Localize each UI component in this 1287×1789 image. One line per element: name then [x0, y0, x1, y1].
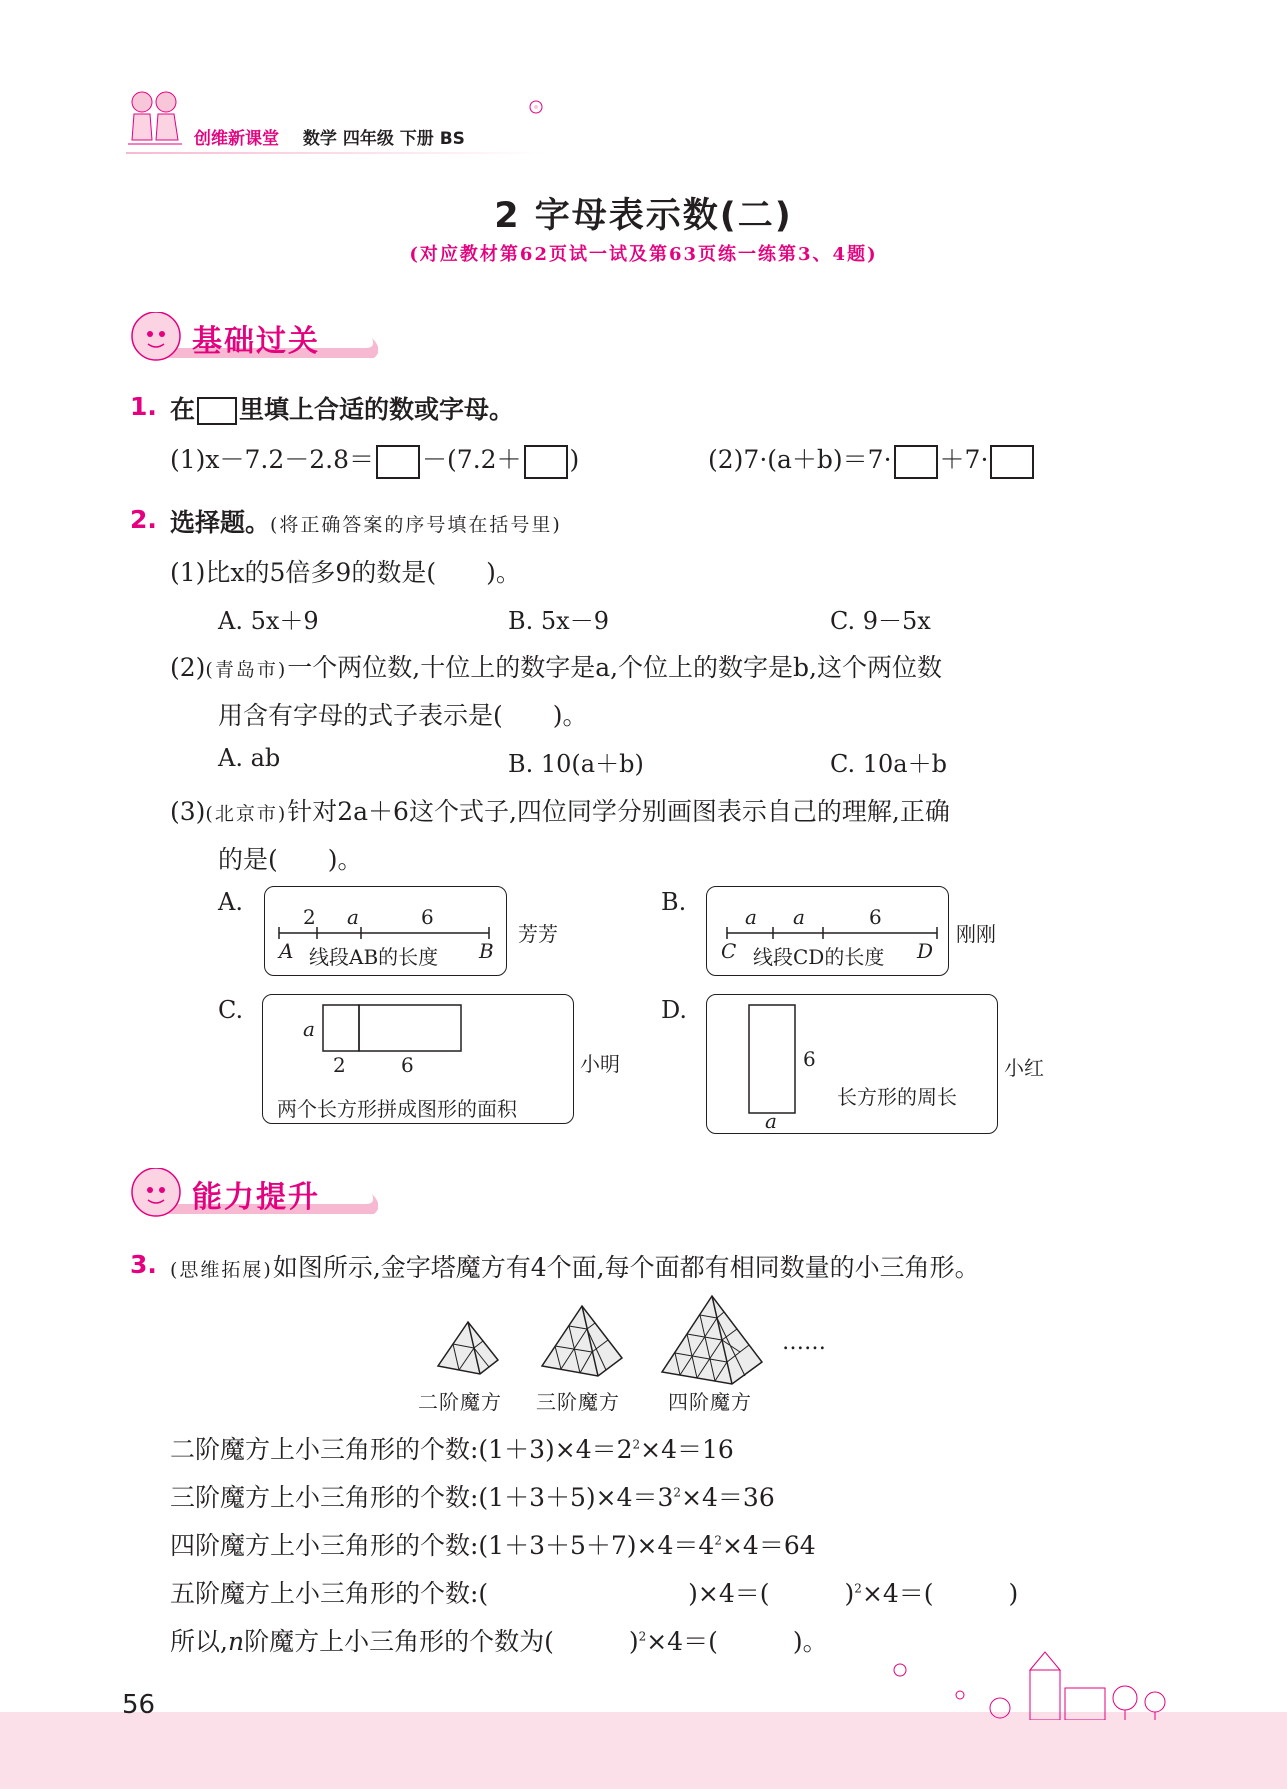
- rect-width-2: 2: [333, 1053, 346, 1077]
- q2-s2-stem1: 一个两位数,十位上的数字是a,个位上的数字是b,这个两位数: [287, 653, 943, 682]
- pyramid-2-icon: [436, 1320, 500, 1376]
- diagram-option-b[interactable]: [706, 886, 949, 976]
- brand-name: 创维新课堂: [194, 129, 279, 149]
- q3-line-1: 二阶魔方上小三角形的个数$:(1+3)\times 4=2^2\times 4=16$: [170, 1435, 734, 1464]
- diagram-option-d[interactable]: [706, 994, 998, 1134]
- q3-line-2: 三阶魔方上小三角形的个数$:(1+3+5)\times 4=3^2\times 4=36$: [170, 1483, 775, 1512]
- answer-box-3[interactable]: [894, 445, 938, 479]
- rect-side-a: a: [303, 1017, 315, 1041]
- point-label-d: D: [917, 939, 934, 963]
- q2-s1-option-c[interactable]: C. 9－5x: [830, 607, 931, 635]
- q2-head: 选择题。: [170, 508, 271, 537]
- rect-height-6: 6: [803, 1047, 816, 1071]
- castle-icon: [880, 1650, 1180, 1720]
- pyramid-4-icon: [660, 1294, 764, 1386]
- q2-s1-option-a[interactable]: A. 5x＋9: [218, 607, 319, 635]
- seg-label-6b: 6: [869, 905, 882, 929]
- castle-illustration: [880, 1650, 1180, 1724]
- segment-caption-b: 线段CD的长度: [753, 945, 885, 969]
- q3-line-3: 四阶魔方上小三角形的个数$:(1+3+5+7)\times 4=4^2\times 4=64$: [170, 1531, 816, 1560]
- header-edition: BS: [439, 129, 465, 149]
- page-number: 56: [122, 1690, 156, 1720]
- student-name-c: 小明: [580, 1052, 620, 1076]
- seg-label-a1: a: [745, 905, 757, 929]
- header-divider: [126, 152, 546, 154]
- diagram-option-c[interactable]: [262, 994, 574, 1124]
- q2-s2-stem-line2: 用含有字母的式子表示是( )。: [218, 701, 588, 730]
- q1-part2: [708, 440, 1036, 479]
- pyramid-3rd-order: [540, 1304, 624, 1382]
- seg-label-a: a: [347, 905, 359, 929]
- q2-s2-option-c[interactable]: C. 10a＋b: [830, 750, 947, 778]
- pyramid-label-2: 二阶魔方: [418, 1390, 502, 1414]
- q2-s3-prefix: (3): [170, 797, 206, 826]
- seg-label-2: 2: [303, 905, 316, 929]
- pyramid-label-3: 三阶魔方: [536, 1390, 620, 1414]
- segment-caption-a: 线段AB的长度: [309, 945, 439, 969]
- rect-width-a: a: [765, 1109, 777, 1133]
- q2-number: 2.: [130, 505, 157, 534]
- section-title-basic: 基础过关: [192, 324, 320, 359]
- q3-source: (思维拓展): [170, 1259, 273, 1281]
- q2-head-note: (将正确答案的序号填在括号里): [270, 514, 562, 536]
- page-subtitle: (对应教材第62页试一试及第63页练一练第3、4题): [409, 244, 878, 265]
- point-label-left: A: [279, 939, 294, 963]
- rect-caption-c: 两个长方形拼成图形的面积: [277, 1097, 517, 1121]
- q3-stem-text: 如图所示,金字塔魔方有4个面,每个面都有相同数量的小三角形。: [272, 1253, 980, 1282]
- q2-s2-option-b[interactable]: B. 10(a＋b): [508, 750, 644, 778]
- q1-p1-c: ): [569, 445, 580, 474]
- header-illustration: [124, 88, 186, 148]
- q3-line-4[interactable]: 五阶魔方上小三角形的个数:( )×4＝( )$^2$×4＝( ): [170, 1579, 1019, 1608]
- q2-s1-stem: (1)比x的5倍多9的数是( )。: [170, 558, 521, 587]
- point-label-c: C: [721, 939, 737, 963]
- seg-label-6: 6: [421, 905, 434, 929]
- q2-s2-prefix: (2): [170, 653, 206, 682]
- q1-head-a: 在: [170, 395, 196, 424]
- q2-s3-stem-line1: [170, 792, 950, 828]
- q2-s3-option-b-letter[interactable]: B.: [661, 888, 687, 916]
- section-banner-advanced: [128, 1168, 378, 1215]
- pyramid-2nd-order: [436, 1320, 500, 1380]
- rectangle-d: [707, 995, 999, 1135]
- q2-s3-source: (北京市): [205, 803, 288, 825]
- header-grade: 四年级: [342, 129, 394, 149]
- pyramid-3-icon: [540, 1304, 624, 1378]
- page-title: 2 字母表示数(二): [494, 196, 793, 236]
- seg-label-a2: a: [793, 905, 805, 929]
- student-name-b: 刚刚: [956, 922, 996, 946]
- pyramid-ellipsis: ……: [782, 1330, 826, 1355]
- q2-s2-source: (青岛市): [205, 659, 288, 681]
- header-subject: 数学: [302, 129, 337, 149]
- flower-icon: [526, 98, 546, 120]
- student-name-a: 芳芳: [518, 922, 558, 946]
- q1-number: 1.: [130, 392, 157, 421]
- point-label-right: B: [479, 939, 494, 963]
- section-banner-basic: [128, 312, 378, 359]
- q3-stem: [170, 1248, 980, 1284]
- q2-s3-stem-line2: 的是( )。: [218, 845, 363, 874]
- kids-illustration-icon: [124, 88, 186, 148]
- rect-caption-d: 长方形的周长: [837, 1085, 957, 1109]
- q1-p1-a: (1)x－7.2－2.8＝: [170, 445, 375, 474]
- header-volume: 下册: [399, 129, 434, 149]
- q1-p1-b: －(7.2＋: [422, 445, 522, 474]
- pyramid-4th-order: [660, 1294, 764, 1390]
- answer-box-sample: [197, 397, 237, 425]
- q1-head-b: 里填上合适的数或字母。: [239, 395, 515, 424]
- answer-box-4[interactable]: [990, 445, 1034, 479]
- diagram-option-a[interactable]: [264, 886, 507, 976]
- q2-s2-stem-line1: [170, 648, 942, 684]
- q2-s1-option-b[interactable]: B. 5x－9: [508, 607, 609, 635]
- q1-heading: [170, 390, 514, 426]
- q1-part1: [170, 440, 579, 479]
- q3-number: 3.: [130, 1250, 157, 1279]
- q3-line-5[interactable]: 所以,n阶魔方上小三角形的个数为( )$^2$×4＝( )。: [170, 1627, 828, 1656]
- q2-s2-option-a[interactable]: A. ab: [218, 744, 281, 772]
- section-title-advanced: 能力提升: [192, 1180, 320, 1215]
- student-name-d: 小红: [1004, 1056, 1044, 1080]
- q2-s3-option-d-letter[interactable]: D.: [661, 996, 688, 1024]
- header-bar: [194, 124, 465, 149]
- q1-p2-a: (2)7·(a＋b)＝7·: [708, 445, 892, 474]
- answer-box-2[interactable]: [524, 445, 568, 479]
- q2-heading: [170, 503, 562, 539]
- q2-s3-option-c-letter[interactable]: C.: [218, 996, 244, 1024]
- pyramid-label-4: 四阶魔方: [668, 1390, 752, 1414]
- q2-s3-stem1: 针对2a＋6这个式子,四位同学分别画图表示自己的理解,正确: [287, 797, 950, 826]
- q1-p2-b: ＋7·: [939, 445, 989, 474]
- q2-s3-option-a-letter[interactable]: A.: [218, 888, 243, 916]
- answer-box-1[interactable]: [376, 445, 420, 479]
- rect-width-6: 6: [401, 1053, 414, 1077]
